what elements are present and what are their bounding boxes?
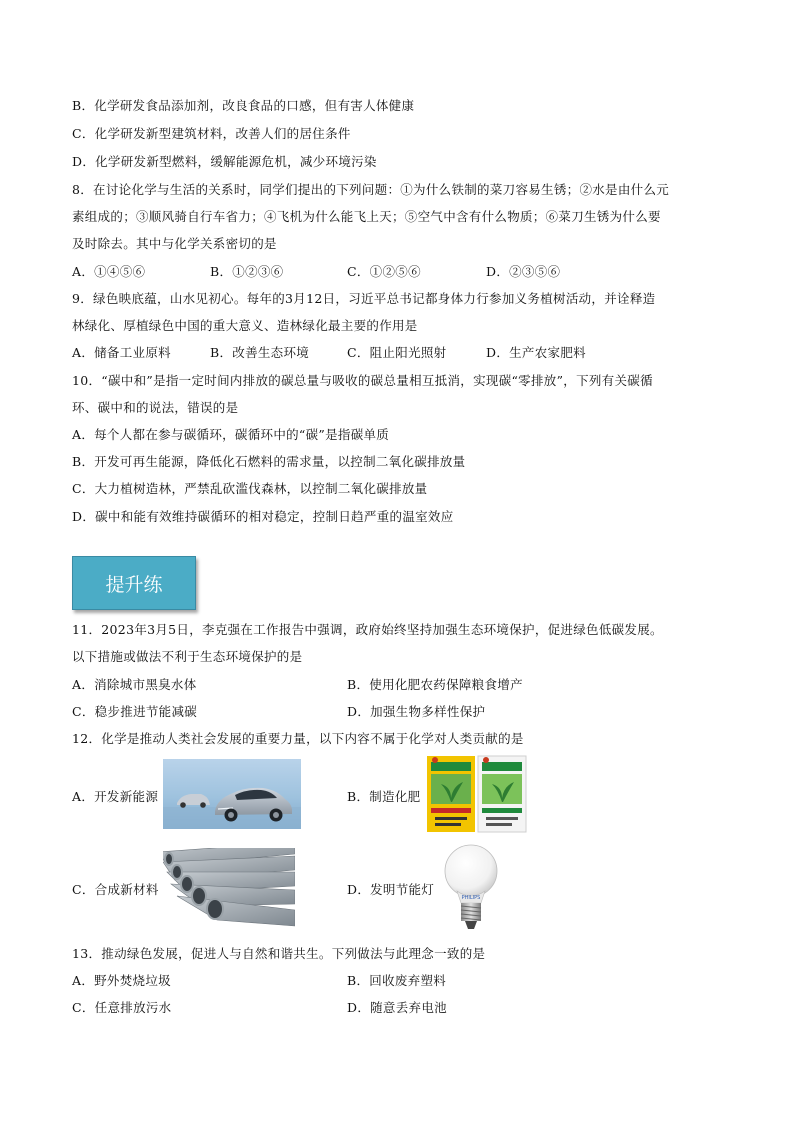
- q8-option-a: A．①④⑤⑥: [72, 264, 146, 279]
- q8-stem-line1: 8．在讨论化学与生活的关系时，同学们提出的下列问题：①为什么铁制的菜刀容易生锈；②水是由什么元: [72, 182, 670, 197]
- q13-option-c: C．任意排放污水: [72, 1000, 172, 1015]
- q11-option-b: B．使用化肥农药保障粮食增产: [347, 677, 523, 692]
- q13-option-d: D．随意丢弃电池: [347, 1000, 447, 1015]
- q10-stem-line1: 10．“碳中和”是指一定时间内排放的碳总量与吸收的碳总量相互抵消，实现碳“零排放”，下列有关碳循: [72, 373, 653, 388]
- q11-stem-line1: 11．2023年3月5日，李克强在工作报告中强调，政府始终坚持加强生态环境保护，促进绿色低碳发展。: [72, 622, 663, 637]
- section-title: 提升练: [105, 573, 163, 596]
- q9-option-b: B．改善生态环境: [210, 345, 310, 360]
- q8-stem-line3: 及时除去。其中与化学关系密切的是: [72, 236, 277, 251]
- q7-option-b: B．化学研发食品添加剂，改良食品的口感，但有害人体健康: [72, 98, 415, 113]
- q8-option-b: B．①②③⑥: [210, 264, 284, 279]
- electric-car-illustration: [163, 759, 301, 829]
- q7-option-c: C．化学研发新型建筑材料，改善人们的居住条件: [72, 126, 351, 141]
- q10-option-d: D．碳中和能有效维持碳循环的相对稳定，控制日趋严重的温室效应: [72, 509, 454, 524]
- q12-stem: 12．化学是推动人类社会发展的重要力量，以下内容不属于化学对人类贡献的是: [72, 731, 524, 746]
- q11-option-a: A．消除城市黑臭水体: [72, 677, 197, 692]
- q9-option-c: C．阻止阳光照射: [347, 345, 447, 360]
- q9-option-a: A．储备工业原料: [72, 345, 171, 360]
- q12-option-c: C．合成新材料: [72, 882, 159, 897]
- fertilizer-bags-image: [425, 754, 528, 834]
- q13-stem: 13．推动绿色发展，促进人与自然和谐共生。下列做法与此理念一致的是: [72, 946, 486, 961]
- fertilizer-bags-illustration: [425, 754, 528, 834]
- q12-option-b: B．制造化肥: [347, 789, 421, 804]
- q12-option-d: D．发明节能灯: [347, 882, 435, 897]
- q9-option-d: D．生产农家肥料: [486, 345, 586, 360]
- bulb-illustration: [443, 843, 499, 933]
- q11-option-c: C．稳步推进节能减碳: [72, 704, 198, 719]
- energy-saving-bulb-image: [443, 843, 499, 933]
- q13-option-b: B．回收废弃塑料: [347, 973, 447, 988]
- q11-stem-line2: 以下措施或做法不利于生态环境保护的是: [72, 649, 303, 664]
- q11-option-d: D．加强生物多样性保护: [347, 704, 486, 719]
- q10-option-c: C．大力植树造林，严禁乱砍滥伐森林，以控制二氧化碳排放量: [72, 481, 428, 496]
- q12-option-a: A．开发新能源: [72, 789, 159, 804]
- section-banner: [72, 556, 196, 610]
- pipes-image: [163, 848, 295, 928]
- q7-option-d: D．化学研发新型燃料，缓解能源危机，减少环境污染: [72, 154, 377, 169]
- electric-car-image: [163, 759, 301, 829]
- q13-option-a: A．野外焚烧垃圾: [72, 973, 171, 988]
- q9-stem-line1: 9．绿色映底蕴，山水见初心。每年的3月12日，习近平总书记都身体力行参加义务植树活动，并诠释造: [72, 291, 656, 306]
- q8-stem-line2: 素组成的；③顺风骑自行车省力；④飞机为什么能飞上天；⑤空气中含有什么物质；⑥菜刀生锈为什么要: [72, 209, 661, 224]
- bulb-brand-label: PHILIPS: [461, 895, 481, 901]
- q10-option-b: B．开发可再生能源，降低化石燃料的需求量，以控制二氧化碳排放量: [72, 454, 466, 469]
- q8-option-c: C．①②⑤⑥: [347, 264, 421, 279]
- q9-stem-line2: 林绿化、厚植绿色中国的重大意义、造林绿化最主要的作用是: [72, 318, 418, 333]
- q8-option-d: D．②③⑤⑥: [486, 264, 561, 279]
- pipes-illustration: [163, 848, 295, 928]
- q10-option-a: A．每个人都在参与碳循环，碳循环中的“碳”是指碳单质: [72, 427, 390, 442]
- q10-stem-line2: 环、碳中和的说法，错误的是: [72, 400, 239, 415]
